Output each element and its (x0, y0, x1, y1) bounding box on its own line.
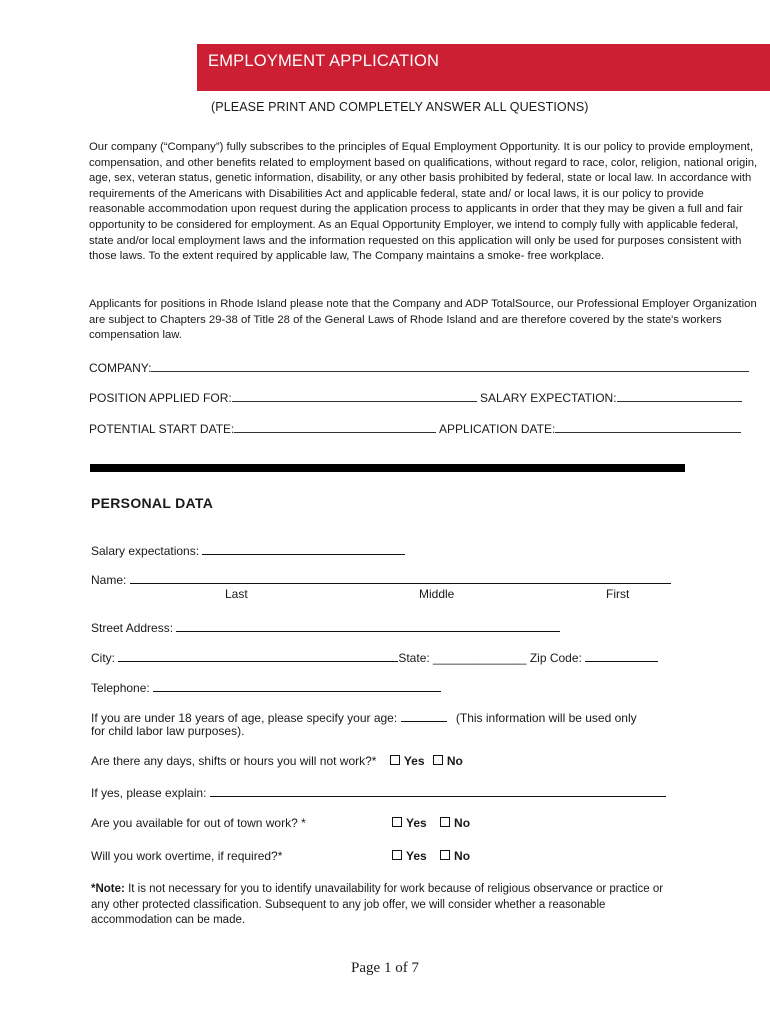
overtime-yes-label: Yes (406, 849, 427, 863)
checkbox-icon[interactable] (433, 755, 443, 765)
telephone-label: Telephone: (91, 681, 150, 695)
street-address-label: Street Address: (91, 621, 174, 635)
name-first-label: First (606, 587, 630, 601)
dates-row (89, 421, 741, 436)
checkbox-icon[interactable] (390, 755, 400, 765)
checkbox-icon[interactable] (392, 850, 402, 860)
company-field[interactable] (151, 360, 749, 372)
city-label: City: (91, 651, 115, 665)
name-row (91, 571, 671, 587)
name-label: Name: (91, 573, 127, 587)
salary-expectation-field[interactable] (617, 390, 742, 402)
rhode-island-notice: Applicants for positions in Rhode Island please note that the Company and ADP TotalSource, our Professional Employer Organization are subject to Chapters 29-38 of Title 28 of the General Laws of Rhode Island and are therefore covered by the state's workers compensation law. (89, 298, 757, 342)
salary-expectations-field[interactable] (202, 542, 405, 555)
travel-no-option[interactable] (440, 816, 470, 830)
salary-expectations-row (91, 542, 405, 558)
checkbox-icon[interactable] (440, 817, 450, 827)
travel-no-label: No (454, 816, 471, 830)
days-question: Are there any days, shifts or hours you will not work?* (91, 754, 377, 768)
position-field[interactable] (232, 390, 477, 402)
age-field[interactable] (401, 709, 447, 722)
note-block (91, 882, 681, 929)
name-last-label: Last (225, 587, 248, 601)
checkbox-icon[interactable] (392, 817, 402, 827)
start-date-field[interactable] (234, 421, 436, 433)
company-label: COMPANY: (89, 361, 152, 375)
overtime-yes-option[interactable] (392, 849, 427, 863)
name-field[interactable] (130, 571, 671, 584)
application-date-label: APPLICATION DATE: (439, 422, 556, 436)
overtime-row (91, 849, 282, 863)
header-banner (197, 44, 770, 91)
state-label: State: (398, 651, 430, 665)
days-no-label: No (446, 754, 463, 768)
overtime-no-option[interactable] (440, 849, 470, 863)
travel-row (91, 816, 306, 830)
telephone-row (91, 679, 441, 695)
city-field[interactable] (118, 649, 398, 662)
age-note-continued: for child labor law purposes). (91, 724, 245, 738)
overtime-options (392, 849, 470, 863)
zip-label: Zip Code: (529, 651, 582, 665)
explain-field[interactable] (210, 784, 666, 797)
salary-expectation-label: SALARY EXPECTATION: (480, 391, 617, 405)
name-middle-label: Middle (419, 587, 455, 601)
travel-options (392, 816, 470, 830)
company-row (89, 360, 749, 375)
zip-field[interactable] (585, 649, 658, 662)
position-label: POSITION APPLIED FOR: (89, 391, 232, 405)
form-subtitle: (PLEASE PRINT AND COMPLETELY ANSWER ALL QUESTIONS) (211, 100, 589, 114)
checkbox-icon[interactable] (440, 850, 450, 860)
age-question: If you are under 18 years of age, please specify your age: (91, 711, 398, 725)
age-row (91, 709, 637, 725)
street-row (91, 619, 560, 635)
application-date-field[interactable] (555, 421, 741, 433)
days-no-option[interactable] (433, 754, 463, 768)
personal-data-heading: PERSONAL DATA (91, 495, 214, 511)
eeo-statement: Our company (“Company”) fully subscribes to the principles of Equal Employment Opportunity. It is our policy to provide employment, compensation, and other benefits related to employment based on qualifications, without regard to race, color, religion, national origin, age, sex, veteran status, genetic information, disability, or any other basis prohibited by federal, state or local law. In accordance with requirements of the Americans with Disabilities Act and applicable federal, state and/ or local laws, it is our policy to provide reasonable accommodation upon request during the application process to applicants in order that they may be given a full and fair opportunity to be considered for employment. As an Equal Opportunity Employer, we intend to comply fully with applicable federal, state and/or local employment laws and the information requested on this application will only be used for purposes consistent with those laws. To the extent required by applicable law, The Company maintains a smoke- free workplace. (89, 141, 758, 263)
city-row (91, 649, 658, 665)
page-number: Page 1 of 7 (351, 960, 419, 976)
explain-row (91, 784, 666, 800)
travel-question: Are you available for out of town work? * (91, 816, 306, 830)
days-row (91, 754, 463, 768)
form-title: EMPLOYMENT APPLICATION (208, 52, 440, 70)
street-address-field[interactable] (176, 619, 560, 632)
note-label: *Note: (91, 883, 125, 895)
age-note: (This information will be used only (455, 711, 637, 725)
telephone-field[interactable] (153, 679, 441, 692)
position-row (89, 390, 742, 405)
salary-expectations-label: Salary expectations: (91, 544, 200, 558)
travel-yes-label: Yes (406, 816, 427, 830)
overtime-question: Will you work overtime, if required?* (91, 849, 283, 863)
start-date-label: POTENTIAL START DATE: (89, 422, 235, 436)
note-text: It is not necessary for you to identify unavailability for work because of religious observance or practice or any other protected classification. Subsequent to any job offer, we will consider whether a reasonable accommodation can be made. (91, 883, 664, 926)
days-yes-label: Yes (403, 754, 425, 768)
section-divider (90, 464, 685, 472)
travel-yes-option[interactable] (392, 816, 427, 830)
explain-label: If yes, please explain: (91, 786, 207, 800)
days-yes-option[interactable] (390, 754, 425, 768)
state-field[interactable]: ______________ (433, 651, 527, 665)
overtime-no-label: No (454, 849, 471, 863)
